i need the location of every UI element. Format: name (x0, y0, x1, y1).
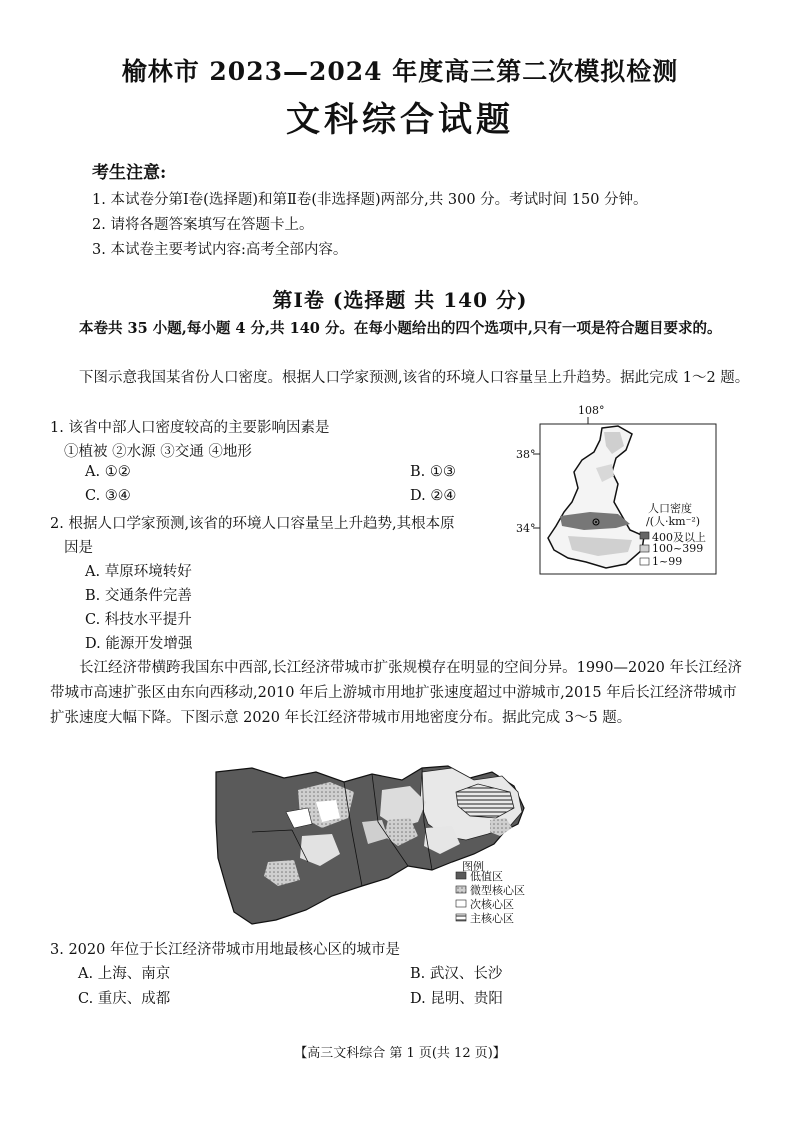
question-3-option-a: A. 上海、南京 (78, 966, 171, 982)
map2-legend-title: 图例 (462, 860, 484, 873)
question-3-option-b: B. 武汉、长沙 (410, 966, 503, 982)
question-3-stem: 3. 2020 年位于长江经济带城市用地最核心区的城市是 (50, 942, 400, 958)
population-density-map (516, 404, 730, 582)
question-1-option-a: A. ①② (85, 464, 131, 480)
yangtze-belt-map (212, 762, 552, 934)
question-2-option-a: A. 草原环境转好 (85, 564, 192, 580)
map2-legend-main-core: 主核心区 (470, 912, 514, 925)
question-3-option-d: D. 昆明、贵阳 (410, 991, 503, 1007)
question-2-option-d: D. 能源开发增强 (85, 636, 193, 652)
passage-1: 下图示意我国某省份人口密度。根据人口学家预测,该省的环境人口容量呈上升趋势。据此完成 1～2 题。 (79, 370, 750, 386)
exam-subtitle: 文科综合试题 (286, 100, 514, 140)
page-footer: 【高三文科综合 第 1 页(共 12 页)】 (294, 1046, 506, 1061)
passage-2: 长江经济带横跨我国东中西部,长江经济带城市扩张规模存在明显的空间分异。1990—2020 年长江经济带城市高速扩张区由东向西移动,2010 年后上游城市用地扩张速度超过中游城市,2015 年后长江经济带城市扩张速度大幅下降。下图示意 2020 年长江经济带城市用地密度分布。据此完成 3～5 题。 (50, 660, 743, 726)
map2-legend-micro-core: 微型核心区 (470, 884, 525, 897)
question-1-option-c: C. ③④ (85, 488, 131, 504)
map2-legend-low: 低值区 (470, 870, 503, 883)
map1-latitude-34: 34° (516, 522, 536, 535)
map1-legend-unit: /(人·km⁻²) (646, 515, 701, 528)
question-2-option-b: B. 交通条件完善 (85, 588, 192, 604)
question-2-option-c: C. 科技水平提升 (85, 612, 192, 628)
map1-legend-high: 400及以上 (652, 531, 706, 544)
map1-legend-title: 人口密度 (648, 502, 692, 515)
notice-item-2: 2. 请将各题答案填写在答题卡上。 (92, 217, 314, 233)
map1-longitude-label: 108° (578, 404, 605, 417)
section-title: 第Ⅰ卷 (选择题 共 140 分) (272, 288, 528, 312)
map1-legend-mid: 100~399 (652, 542, 704, 555)
question-2-stem-line1: 2. 根据人口学家预测,该省的环境人口容量呈上升趋势,其根本原 (50, 516, 455, 532)
map1-legend-low: 1~99 (652, 555, 683, 568)
question-1-stem: 1. 该省中部人口密度较高的主要影响因素是 (50, 420, 330, 436)
question-3-option-c: C. 重庆、成都 (78, 991, 171, 1007)
notice-item-1: 1. 本试卷分第Ⅰ卷(选择题)和第Ⅱ卷(非选择题)两部分,共 300 分。考试时间 150 分钟。 (92, 192, 648, 208)
section-instructions: 本卷共 35 小题,每小题 4 分,共 140 分。在每小题给出的四个选项中,只有一项是符合题目要求的。 (79, 320, 722, 337)
question-1-option-b: B. ①③ (410, 464, 456, 480)
map1-latitude-38: 38° (516, 448, 536, 461)
notice-item-3: 3. 本试卷主要考试内容:高考全部内容。 (92, 242, 348, 258)
question-1-option-d: D. ②④ (410, 488, 457, 504)
exam-title: 榆林市 2023—2024 年度高三第二次模拟检测 (121, 57, 679, 86)
map2-legend-sub-core: 次核心区 (470, 898, 514, 911)
question-1-factors: ①植被 ②水源 ③交通 ④地形 (64, 444, 252, 460)
question-2-stem-line2: 因是 (64, 540, 93, 556)
population-density-map-graphic (520, 412, 730, 582)
notice-heading: 考生注意: (92, 163, 167, 183)
